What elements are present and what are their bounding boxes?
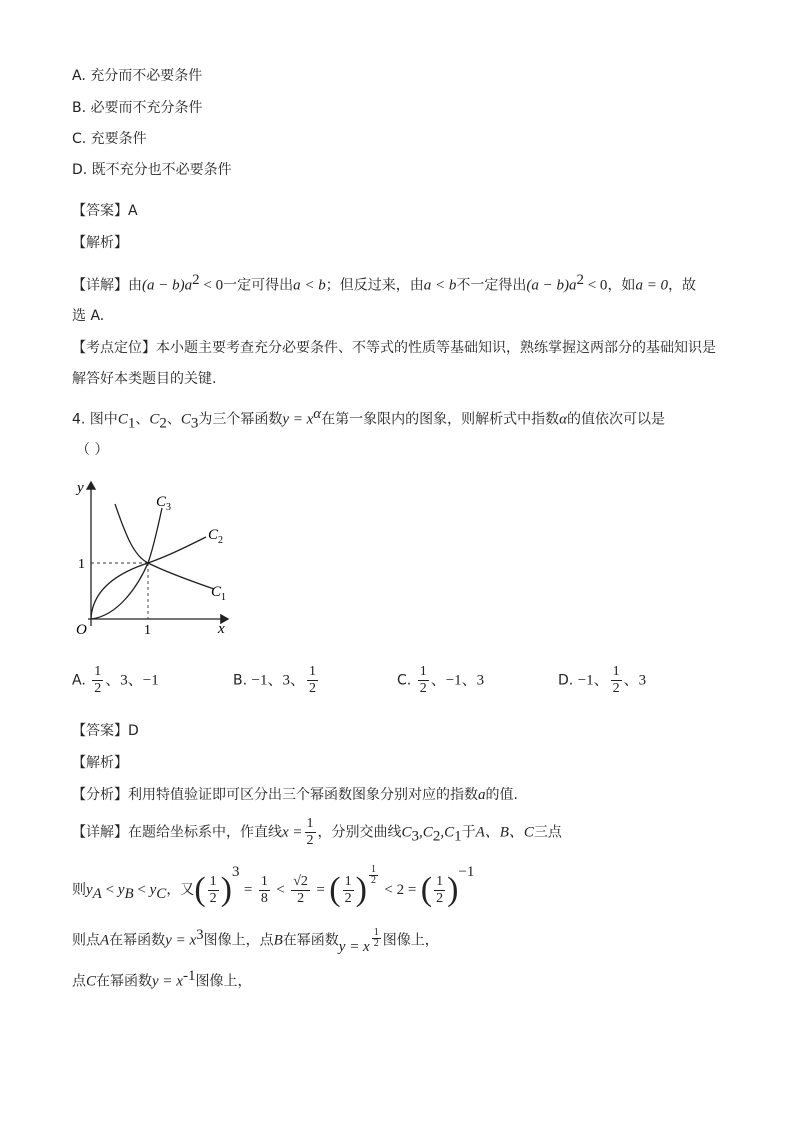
kaodian-line2: 解答好本类题目的关键. — [72, 371, 217, 387]
detail-q3-line2: 选 A. — [72, 308, 105, 324]
option-a: A. 充分而不必要条件 — [72, 68, 203, 84]
analysis-q3: 【解析】 — [72, 235, 128, 251]
analysis-q4: 【解析】 — [72, 755, 128, 771]
curve-c1 — [115, 504, 214, 589]
answer-q4: 【答案】D — [72, 723, 139, 739]
detail-q3-line1: 【详解】由$(a - b)a^2 < 0$一定可得出a < b；但反过来，由a < b不一定得出$(a - b)a^2 < 0$，如a = 0，故 — [72, 272, 697, 294]
origin-label: O — [76, 622, 87, 638]
tick-x-label: 1 — [144, 623, 151, 638]
q4-option-b: B. −1、3、 $\frac{1}{2}$ — [233, 664, 316, 696]
kaodian-line1: 【考点定位】本小题主要考查充分必要条件、不等式的性质等基础知识，熟练掌握这两部分的基础知识是 — [72, 340, 716, 356]
q4-option-a: A. $\frac{1}{2}$ 、3、−1 — [72, 664, 159, 696]
q4-option-d: D. −1、 $\frac{1}{2}$ 、3 — [558, 664, 647, 696]
conclusion-line2: 点C在幂函数$y = x^{-1}$图像上， — [72, 968, 252, 990]
fenxi-line: 【分析】利用特值验证即可区分出三个幂函数图象分别对应的指数a的值. — [72, 787, 518, 803]
conclusion-line1: 则点A在幂函数$y = x^3$图像上，点B在幂函数y = x $\frac{1}{2}$ 图像上， — [72, 926, 439, 955]
x-axis-label: x — [218, 621, 225, 637]
q4-option-c: C. $\frac{1}{2}$ 、−1、3 — [397, 664, 485, 696]
option-d: D. 既不充分也不必要条件 — [72, 162, 232, 178]
answer-q3: 【答案】A — [72, 203, 138, 219]
c2-label: $C_2$ — [208, 527, 224, 546]
inequality-line: 则$y_A < y_B < y_C$，又( $\frac{1}{2}$ )$^3$ = $\frac{1}{8}$ < $\frac{√2}{2}$ = ( $\frac{1}{2}$ ) $\frac{1}{2}$ < 2 = ( $\frac{1}{2}$ )$^{-1}$ — [72, 864, 475, 908]
tick-y-label: 1 — [78, 557, 85, 572]
c1-label: $C_1$ — [211, 584, 227, 603]
option-b: B. 必要而不充分条件 — [72, 100, 203, 116]
detail-q4-line: 【详解】在题给坐标系中，作直线x = $\frac{1}{2}$ ，分别交曲线$C_3,C_2,C_1$于A、B、C三点 — [72, 816, 562, 848]
curve-c3 — [91, 508, 162, 619]
option-c: C. 充要条件 — [72, 131, 147, 147]
q4-stem: 4. 图中$C_1$、$C_2$、$C_3$为三个幂函数$y = x^\alpha$在第一象限内的图象，则解析式中指数α的值依次可以是 — [72, 406, 666, 432]
power-function-graph — [68, 476, 238, 646]
y-axis-label: y — [77, 480, 84, 496]
q4-paren: （ ） — [76, 442, 109, 458]
c3-label: $C_3$ — [156, 494, 172, 513]
curve-c2 — [91, 537, 206, 619]
